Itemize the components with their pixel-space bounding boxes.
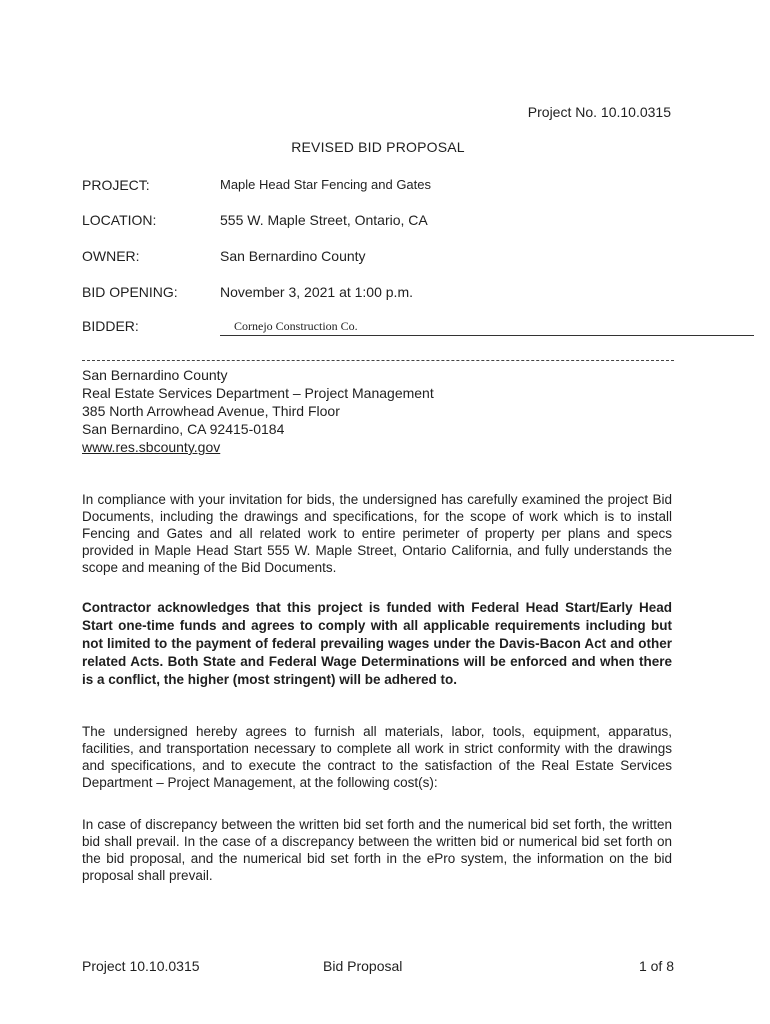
paragraph-agreement: The undersigned hereby agrees to furnish all materials, labor, tools, equipment, apparatus, facilities, and transportation necessary to complete all work in strict conformity with the drawings and specifications, and to execute the contract to the satisfaction of the Real Estate Services Department – Project Management, at the following cost(s): bbox=[82, 724, 672, 790]
address-line-3: 385 North Arrowhead Avenue, Third Floor bbox=[82, 403, 340, 419]
owner-address-block bbox=[82, 366, 434, 456]
footer-project: Project 10.10.0315 bbox=[82, 958, 200, 974]
address-line-2: Real Estate Services Department – Project Management bbox=[82, 385, 434, 401]
website-link[interactable]: www.res.sbcounty.gov bbox=[82, 439, 221, 455]
field-value-bid-opening: November 3, 2021 at 1:00 p.m. bbox=[220, 284, 413, 300]
address-line-4: San Bernardino, CA 92415-0184 bbox=[82, 421, 285, 437]
field-value-bidder: Cornejo Construction Co. bbox=[234, 319, 358, 333]
field-value-owner: San Bernardino County bbox=[220, 248, 366, 264]
field-label-bid-opening: BID OPENING: bbox=[82, 284, 178, 300]
field-label-location: LOCATION: bbox=[82, 212, 157, 228]
field-value-location: 555 W. Maple Street, Ontario, CA bbox=[220, 212, 428, 228]
paragraph-compliance: In compliance with your invitation for bids, the undersigned has carefully examined the project Bid Documents, including the drawings and specifications, for the scope of work which is to install Fencing and Gates and all related work to entire perimeter of property per plans and specs provided in Maple Head Start 555 W. Maple Street, Ontario California, and fully understands the scope and meaning of the Bid Documents. bbox=[82, 492, 672, 575]
document-title: REVISED BID PROPOSAL bbox=[291, 139, 465, 155]
field-label-bidder: BIDDER: bbox=[82, 318, 139, 334]
project-number: Project No. 10.10.0315 bbox=[527, 104, 671, 120]
field-label-owner: OWNER: bbox=[82, 248, 140, 264]
field-label-project: PROJECT: bbox=[82, 177, 150, 193]
paragraph-discrepancy: In case of discrepancy between the written bid set forth and the numerical bid set forth, the written bid shall prevail. In the case of a discrepancy between the written bid or numerical bid set forth on the bid proposal, and the numerical bid set forth in the ePro system, the information on the bid proposal shall prevail. bbox=[82, 817, 672, 883]
dashed-divider bbox=[82, 360, 674, 361]
footer-title: Bid Proposal bbox=[323, 958, 403, 974]
footer-page-number: 1 of 8 bbox=[638, 958, 674, 974]
paragraph-federal-funding: Contractor acknowledges that this project is funded with Federal Head Start/Early Head Start one-time funds and agrees to comply with all applicable requirements including but not limited to the payment of federal prevailing wages under the Davis-Bacon Act and other related Acts. Both State and Federal Wage Determinations will be enforced and when there is a conflict, the higher (most stringent) will be adhered to. bbox=[82, 600, 672, 687]
address-line-1: San Bernardino County bbox=[82, 367, 228, 383]
field-value-project: Maple Head Star Fencing and Gates bbox=[220, 177, 432, 192]
bidder-underline bbox=[220, 335, 754, 336]
